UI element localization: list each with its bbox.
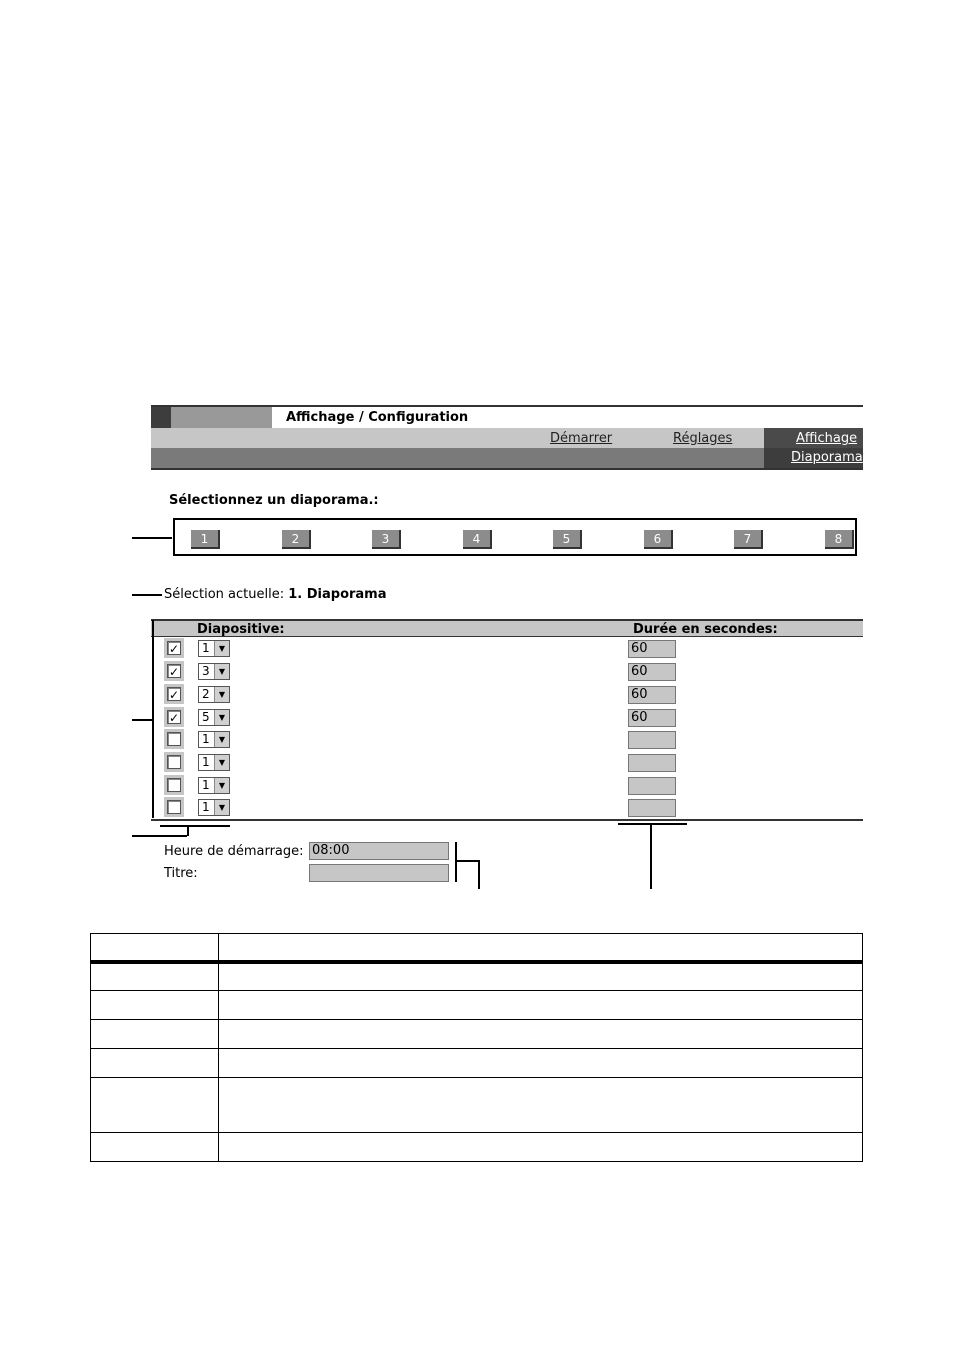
legend-cell	[219, 1133, 863, 1162]
table-row	[151, 797, 863, 819]
slide-column-header: Diapositive:	[197, 622, 285, 637]
chevron-down-icon: ▼	[214, 800, 229, 815]
legend-row	[91, 991, 863, 1020]
duration-input[interactable]: 60	[628, 686, 676, 704]
subnav-slideshow-link[interactable]: Diaporama	[791, 450, 863, 465]
legend-cell	[91, 1049, 219, 1078]
chevron-down-icon: ▼	[214, 641, 229, 656]
table-row	[151, 775, 863, 797]
callout-line-current-selection	[132, 594, 162, 596]
duration-input[interactable]	[628, 799, 676, 817]
slide-select[interactable]	[198, 777, 230, 794]
slide-enabled-checkbox[interactable]	[167, 732, 181, 746]
current-selection-label: Sélection actuelle:	[164, 587, 285, 602]
slide-select[interactable]	[198, 754, 230, 771]
slide-select[interactable]	[198, 709, 230, 726]
legend-table	[90, 933, 863, 1162]
chevron-down-icon: ▼	[214, 755, 229, 770]
duration-column-header: Durée en secondes:	[633, 622, 778, 637]
slide-enabled-checkbox[interactable]: ✓	[168, 642, 180, 656]
main-nav	[151, 428, 863, 448]
slideshow-button-1[interactable]: 1	[191, 530, 220, 549]
legend-header-row	[91, 934, 863, 962]
current-selection-value: 1. Diaporama	[288, 587, 387, 602]
slide-select-value: 1	[202, 732, 210, 746]
legend-cell	[219, 934, 863, 962]
legend-cell	[91, 1133, 219, 1162]
duration-input[interactable]	[628, 754, 676, 772]
slide-select-value: 2	[202, 687, 210, 701]
nav-start-link[interactable]: Démarrer	[550, 431, 613, 446]
chevron-down-icon: ▼	[214, 664, 229, 679]
slide-select[interactable]	[198, 686, 230, 703]
slide-enabled-checkbox[interactable]	[167, 800, 181, 814]
legend-cell	[91, 1078, 219, 1133]
table-bottom-divider	[151, 819, 863, 821]
title-bar	[151, 405, 863, 428]
table-row	[151, 684, 863, 706]
nav-display-link[interactable]: Affichage	[796, 431, 858, 446]
legend-cell	[91, 991, 219, 1020]
duration-input[interactable]	[628, 731, 676, 749]
title-bar-accent	[151, 407, 171, 428]
slideshow-button-3[interactable]: 3	[372, 530, 401, 549]
nav-settings-link[interactable]: Réglages	[673, 431, 733, 446]
slide-enabled-checkbox[interactable]: ✓	[168, 688, 180, 702]
slideshow-button-2[interactable]: 2	[282, 530, 311, 549]
legend-cell	[219, 962, 863, 991]
legend-cell	[219, 991, 863, 1020]
chevron-down-icon: ▼	[214, 778, 229, 793]
callout-link-start-title	[455, 860, 479, 862]
table-row	[151, 661, 863, 683]
duration-input[interactable]: 60	[628, 709, 676, 727]
callout-bar-checkbox-column	[160, 825, 230, 827]
table-row	[151, 707, 863, 729]
subnav-slideshow-tab[interactable]	[764, 448, 863, 468]
slide-enabled-checkbox[interactable]	[167, 755, 181, 769]
start-time-input[interactable]: 08:00	[309, 842, 449, 860]
duration-input[interactable]: 60	[628, 640, 676, 658]
legend-cell	[219, 1049, 863, 1078]
callout-line-start-title	[478, 860, 480, 889]
slide-select[interactable]	[198, 731, 230, 748]
slide-select-value: 5	[202, 710, 210, 724]
start-time-label: Heure de démarrage:	[164, 844, 304, 859]
slide-enabled-checkbox[interactable]: ✓	[168, 711, 180, 725]
chevron-down-icon: ▼	[214, 687, 229, 702]
slide-enabled-checkbox[interactable]: ✓	[168, 665, 180, 679]
callout-bracket-start-title	[455, 842, 457, 882]
title-input[interactable]	[309, 864, 449, 882]
legend-row	[91, 1133, 863, 1162]
slideshow-button-7[interactable]: 7	[734, 530, 763, 549]
slide-select-value: 1	[202, 755, 210, 769]
chevron-down-icon: ▼	[214, 732, 229, 747]
table-row	[151, 729, 863, 751]
screenshot-frame	[151, 405, 863, 887]
slide-enabled-checkbox[interactable]	[167, 778, 181, 792]
legend-cell	[91, 1020, 219, 1049]
table-row	[151, 638, 863, 660]
slideshow-button-5[interactable]: 5	[553, 530, 582, 549]
chevron-down-icon: ▼	[214, 710, 229, 725]
slide-select[interactable]	[198, 799, 230, 816]
table-row	[151, 752, 863, 774]
legend-row	[91, 1078, 863, 1133]
callout-line-duration-column	[650, 824, 652, 889]
slide-select[interactable]	[198, 640, 230, 657]
callout-line-slideshow-buttons	[132, 537, 172, 539]
legend-cell	[219, 1078, 863, 1133]
page-title: Affichage / Configuration	[286, 410, 469, 425]
select-slideshow-label: Sélectionnez un diaporama.:	[169, 493, 379, 508]
current-selection	[164, 587, 387, 602]
legend-cell	[219, 1020, 863, 1049]
slideshow-button-4[interactable]: 4	[463, 530, 492, 549]
legend-row	[91, 962, 863, 991]
nav-display-tab[interactable]	[764, 428, 863, 448]
slideshow-button-6[interactable]: 6	[644, 530, 673, 549]
callout-tick-checkbox-column	[187, 825, 189, 836]
legend-cell	[91, 962, 219, 991]
callout-bracket-slides-table	[152, 620, 154, 818]
duration-input[interactable]: 60	[628, 663, 676, 681]
slide-select-value: 1	[202, 800, 210, 814]
title-label: Titre:	[164, 866, 198, 881]
sub-nav	[151, 448, 863, 470]
title-bar-logo-area	[171, 407, 272, 428]
slideshow-button-8[interactable]: 8	[825, 530, 854, 549]
callout-line-checkbox-column	[132, 835, 187, 837]
legend-row	[91, 1020, 863, 1049]
duration-input[interactable]	[628, 777, 676, 795]
slides-table-header	[151, 619, 863, 637]
slide-select-value: 1	[202, 641, 210, 655]
callout-bar-duration-column	[618, 823, 687, 825]
callout-line-slides-table	[132, 719, 152, 721]
legend-row	[91, 1049, 863, 1078]
slideshow-button-group	[173, 518, 857, 556]
slide-select-value: 1	[202, 778, 210, 792]
legend-cell	[91, 934, 219, 962]
slide-select-value: 3	[202, 664, 210, 678]
slide-select[interactable]	[198, 663, 230, 680]
